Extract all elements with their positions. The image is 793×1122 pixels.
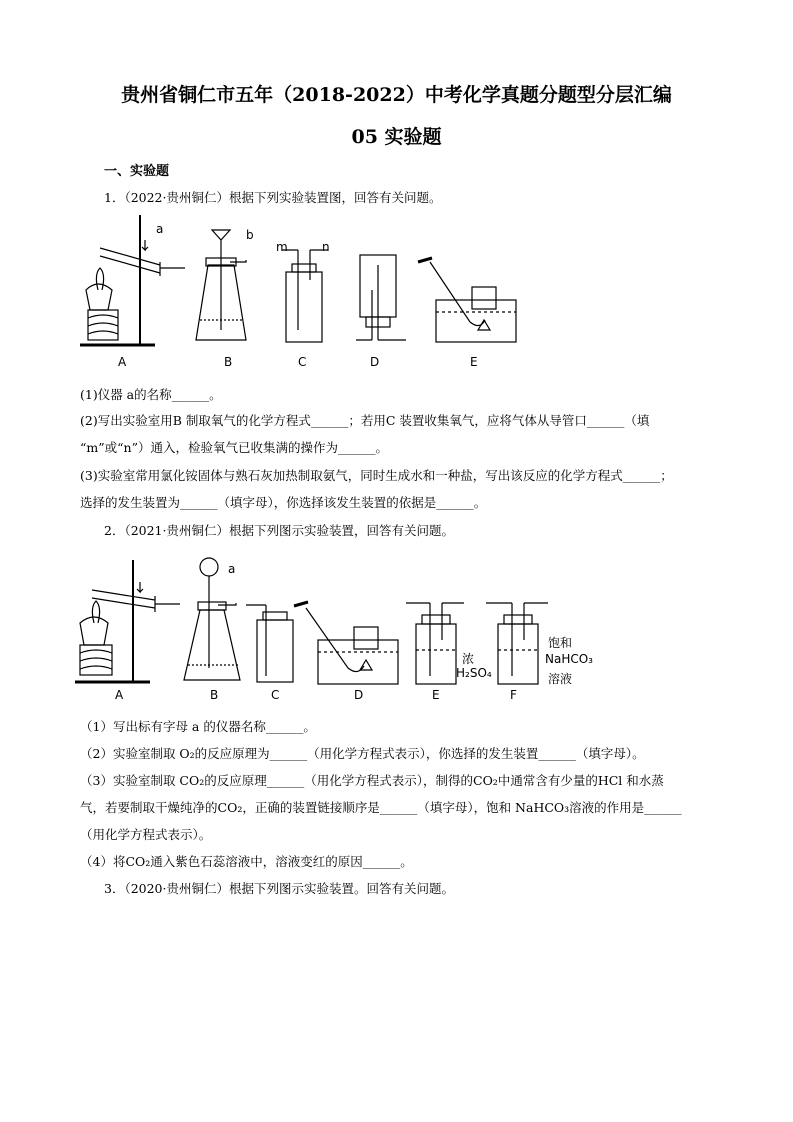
q2-label-conc: 浓 bbox=[462, 652, 475, 666]
q1-part2: (2)写出实验室用B 制取氧气的化学方程式______；若用C 装置收集氧气，应将气体从导管口______（填 bbox=[80, 413, 650, 428]
q2-part3: （3）实验室制取 CO₂的反应原理______（用化学方程式表示），制得的CO₂中通常含有少量的HCl 和水蒸 bbox=[80, 773, 664, 788]
q1-label-n: n bbox=[322, 240, 330, 254]
q2-label-sat: 饱和 bbox=[548, 636, 573, 650]
q2-label-h2so4: H₂SO₄ bbox=[456, 666, 492, 680]
q2-label-E: E bbox=[432, 688, 440, 702]
q1-label-D: D bbox=[370, 355, 380, 369]
q1-part3: (3)实验室常用氯化铵固体与熟石灰加热制取氨气，同时生成水和一种盐，写出该反应的化学方程式______； bbox=[80, 468, 673, 483]
q2-part2: （2）实验室制取 O₂的反应原理为______（用化学方程式表示），你选择的发生装置______（填字母）。 bbox=[80, 746, 645, 761]
q1-label-C: C bbox=[298, 355, 307, 369]
q2-label-B: B bbox=[210, 688, 219, 702]
q2-part3-cont: 气，若要制取干燥纯净的CO₂，正确的装置链接顺序是______（填字母），饱和 NaHCO₃溶液的作用是______ bbox=[80, 800, 682, 815]
q2-label-D: D bbox=[354, 688, 364, 702]
q2-part3-cont2: （用化学方程式表示）。 bbox=[80, 827, 212, 842]
page-title: 贵州省铜仁市五年（2018-2022）中考化学真题分题型分层汇编 bbox=[121, 84, 672, 106]
q2-label-C: C bbox=[271, 688, 280, 702]
q1-label-a: a bbox=[156, 222, 164, 236]
q1-label-B: B bbox=[224, 355, 233, 369]
q1-part1: (1)仪器 a的名称______。 bbox=[80, 387, 222, 402]
q1-label-E: E bbox=[470, 355, 478, 369]
q2-part1: （1）写出标有字母 a 的仪器名称______。 bbox=[80, 719, 316, 734]
q1-label-b: b bbox=[246, 228, 254, 242]
q1-label-A: A bbox=[118, 355, 127, 369]
q2-label-a: a bbox=[228, 562, 236, 576]
q2-label-sol: 溶液 bbox=[548, 672, 573, 686]
q3-stem: 3．（2020·贵州铜仁）根据下列图示实验装置。回答有关问题。 bbox=[104, 881, 454, 896]
page-subtitle: 05 实验题 bbox=[351, 126, 442, 148]
q1-part3-cont: 选择的发生装置为______（填字母），你选择该发生装置的依据是______。 bbox=[80, 495, 487, 510]
q2-label-nahco3: NaHCO₃ bbox=[545, 652, 593, 666]
q1-stem: 1．（2022·贵州铜仁）根据下列实验装置图，回答有关问题。 bbox=[104, 190, 442, 205]
section-heading: 一、实验题 bbox=[104, 164, 170, 179]
q2-label-F: F bbox=[510, 688, 517, 702]
q2-stem: 2．（2021·贵州铜仁）根据下列图示实验装置，回答有关问题。 bbox=[104, 523, 454, 538]
q1-part2-cont: “m”或“n”）通入，检验氧气已收集满的操作为______。 bbox=[80, 440, 388, 455]
q2-label-A: A bbox=[115, 688, 124, 702]
q1-label-m: m bbox=[276, 240, 288, 254]
q2-part4: （4）将CO₂通入紫色石蕊溶液中，溶液变红的原因______。 bbox=[80, 854, 413, 869]
